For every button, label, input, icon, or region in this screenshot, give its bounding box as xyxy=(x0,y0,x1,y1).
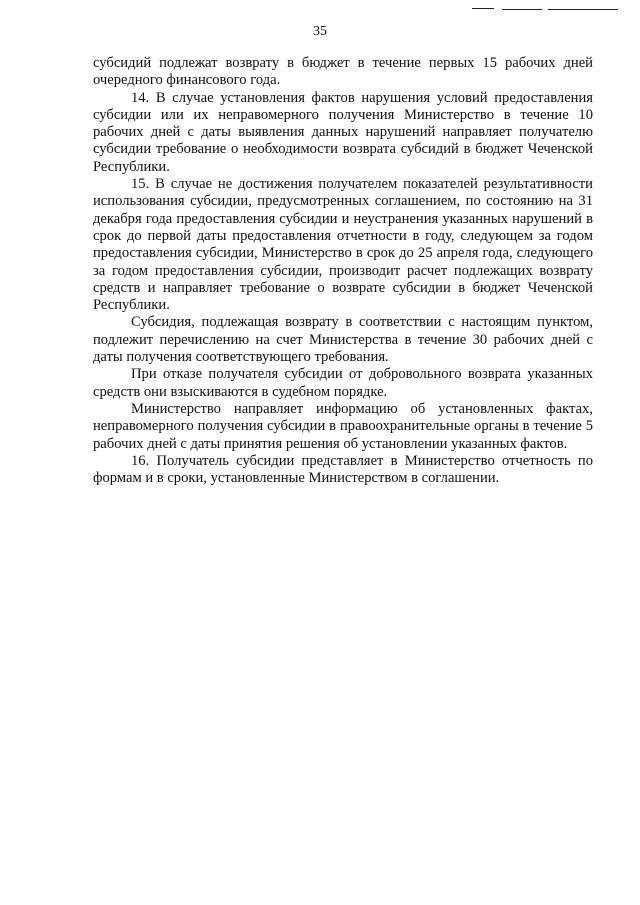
paragraph-item-15: 15. В случае не достижения получателем показателей результативности использования субсидии, предусмотренных соглашением, по состоянию на 31 декабря года предоставления субсидии и неустранения указанных нарушений в срок до первой даты предоставления отчетности в году, следующем за годом предоставления субсидии, Министерство в срок до 25 апреля года, следующего за годом предоставления субсидии, производит расчет подлежащих возврату средств и направляет требование о возврате субсидии в бюджет Чеченской Республики. xyxy=(93,176,593,314)
page-number: 35 xyxy=(313,24,327,39)
paragraph-item-16: 16. Получатель субсидии представляет в Министерство отчетность по формам и в сроки, установленные Министерством в соглашении. xyxy=(93,452,593,487)
document-body xyxy=(93,55,593,487)
paragraph-refusal: При отказе получателя субсидии от добровольного возврата указанных средств они взыскиваются в судебном порядке. xyxy=(93,366,593,400)
paragraph-subsidy-return: Субсидия, подлежащая возврату в соответствии с настоящим пунктом, подлежит перечислению на счет Министерства в течение 30 рабочих дней с даты получения соответствующего требования. xyxy=(93,314,593,366)
scan-corner-mark xyxy=(472,6,622,14)
paragraph-item-14: 14. В случае установления фактов нарушения условий предоставления субсидии или их неправомерного получения Министерство в течение 10 рабочих дней с даты выявления данных нарушений направляет получателю субсидии требование о необходимости возврата субсидий в бюджет Чеченской Республики. xyxy=(93,89,593,175)
paragraph-ministry-info: Министерство направляет информацию об установленных фактах, неправомерного получения субсидии в правоохранительные органы в течение 5 рабочих дней с даты принятия решения об установлении указанных фактов. xyxy=(93,400,593,452)
paragraph-continuation: субсидий подлежат возврату в бюджет в течение первых 15 рабочих дней очередного финансового года. xyxy=(93,55,593,89)
